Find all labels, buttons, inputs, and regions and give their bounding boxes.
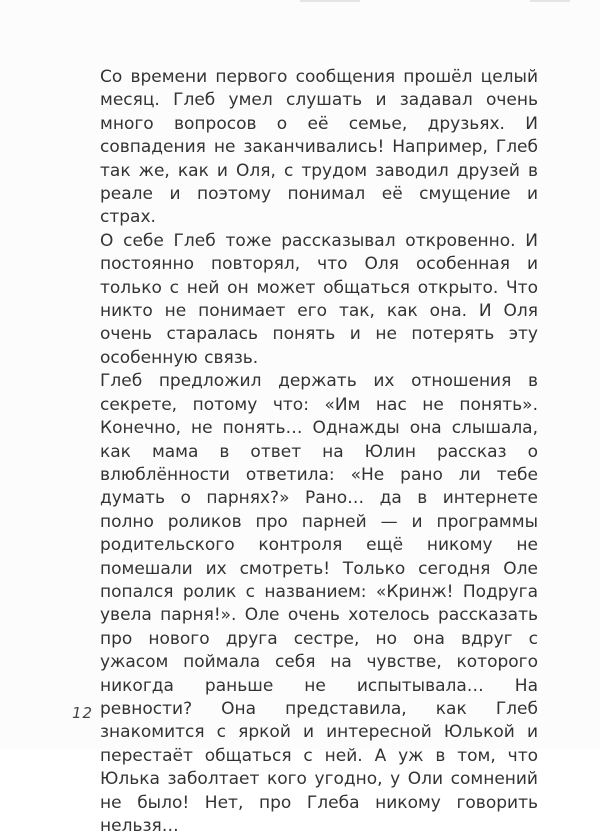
paragraph-1: Со времени первого сообщения прошёл целый месяц. Глеб умел слушать и задавал очень много вопросов о её семье, друзьях. И совпадения не заканчивались! Например, Глеб так же, как и Оля, с трудом заводил друзей в реале и поэтому понимал её смущение и страх. <box>100 67 538 228</box>
body-text <box>100 66 538 838</box>
paragraph-2: О себе Глеб тоже рассказывал откровенно. И постоянно повторял, что Оля особенная и только с ней он может общаться открыто. Что никто не понимает его так, как она. И Оля очень старалась понять и не потерять эту особенную связь. <box>100 230 538 368</box>
page-edge-mark <box>530 0 570 2</box>
page-number: 12 <box>72 704 94 722</box>
page-edge-mark <box>300 0 360 2</box>
paragraph-3: Глеб предложил держать их отношения в секрете, потому что: «Им нас не понять». Конечно, не понять… Однажды она слышала, как мама в ответ на Юлин рассказ о влюблённости ответила: «Не рано ли тебе думать о парнях?» Рано… да в интернете полно роликов про парней — и программы родительского контроля ещё никому не помешали их смотреть! Только сегодня Оле попался ролик с названием: «Кринж! Подруга увела парня!». Оле очень хотелось рассказать про нового друга сестре, но она вдруг с ужасом поймала себя на чувстве, которого никогда раньше не испытывала… На ревности? Она представила, как Глеб знакомится с яркой и интересной Юлькой и перестаёт общаться с ней. А уж в том, что Юлька заболтает кого угодно, у Оли сомнений не было! Нет, про Глеба никому говорить нельзя… <box>100 371 538 836</box>
